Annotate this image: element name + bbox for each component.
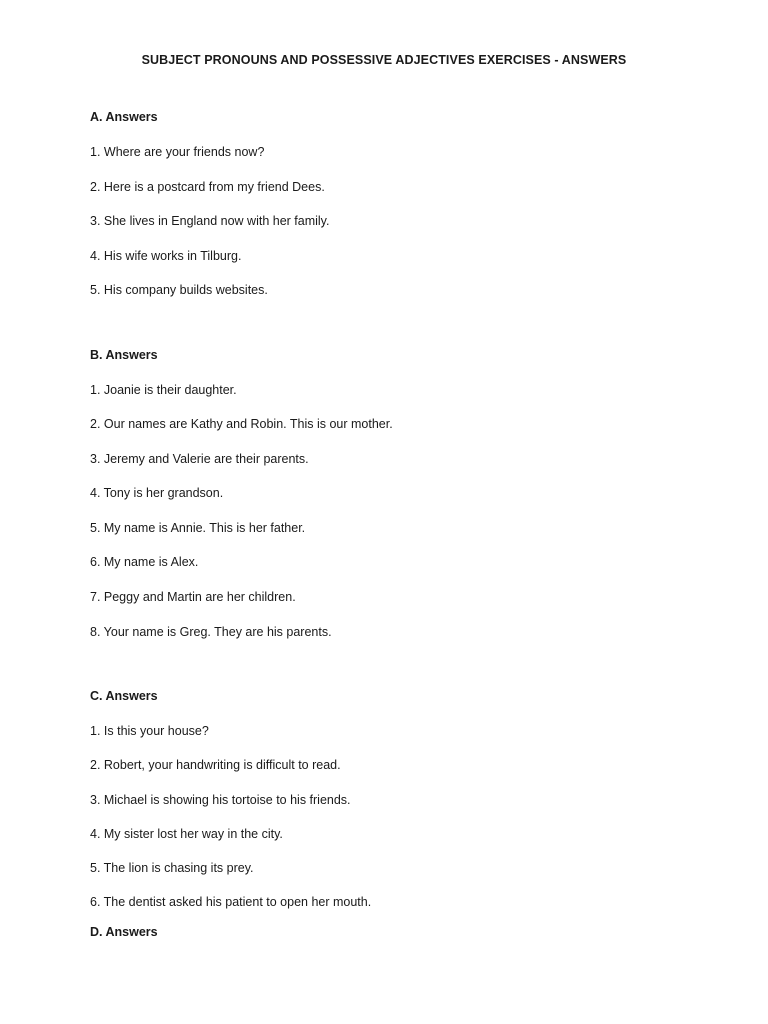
answer-b-4: 4. Tony is her grandson. xyxy=(90,486,224,500)
answer-c-4: 4. My sister lost her way in the city. xyxy=(90,827,283,841)
answer-b-2: 2. Our names are Kathy and Robin. This is our mother. xyxy=(90,417,393,431)
answer-c-1: 1. Is this your house? xyxy=(90,724,209,738)
answer-a-4: 4. His wife works in Tilburg. xyxy=(90,249,242,263)
answer-c-2: 2. Robert, your handwriting is difficult to read. xyxy=(90,758,341,772)
answer-b-7: 7. Peggy and Martin are her children. xyxy=(90,590,296,604)
answer-b-8: 8. Your name is Greg. They are his parents. xyxy=(90,625,332,639)
answer-c-3: 3. Michael is showing his tortoise to his friends. xyxy=(90,793,351,807)
answer-b-6: 6. My name is Alex. xyxy=(90,555,199,569)
section-d-heading: D. Answers xyxy=(90,925,158,939)
answer-a-5: 5. His company builds websites. xyxy=(90,283,268,297)
answer-a-3: 3. She lives in England now with her family. xyxy=(90,214,330,228)
answer-b-3: 3. Jeremy and Valerie are their parents. xyxy=(90,452,309,466)
document-title: SUBJECT PRONOUNS AND POSSESSIVE ADJECTIVES EXERCISES - ANSWERS xyxy=(141,53,627,67)
section-a-heading: A. Answers xyxy=(90,110,158,124)
answer-c-6: 6. The dentist asked his patient to open her mouth. xyxy=(90,895,372,909)
answer-b-1: 1. Joanie is their daughter. xyxy=(90,383,237,397)
answer-b-5: 5. My name is Annie. This is her father. xyxy=(90,521,306,535)
answer-c-5: 5. The lion is chasing its prey. xyxy=(90,861,254,875)
section-c-heading: C. Answers xyxy=(90,689,158,703)
answer-a-2: 2. Here is a postcard from my friend Dees. xyxy=(90,180,325,194)
section-b-heading: B. Answers xyxy=(90,348,158,362)
answer-a-1: 1. Where are your friends now? xyxy=(90,145,265,159)
